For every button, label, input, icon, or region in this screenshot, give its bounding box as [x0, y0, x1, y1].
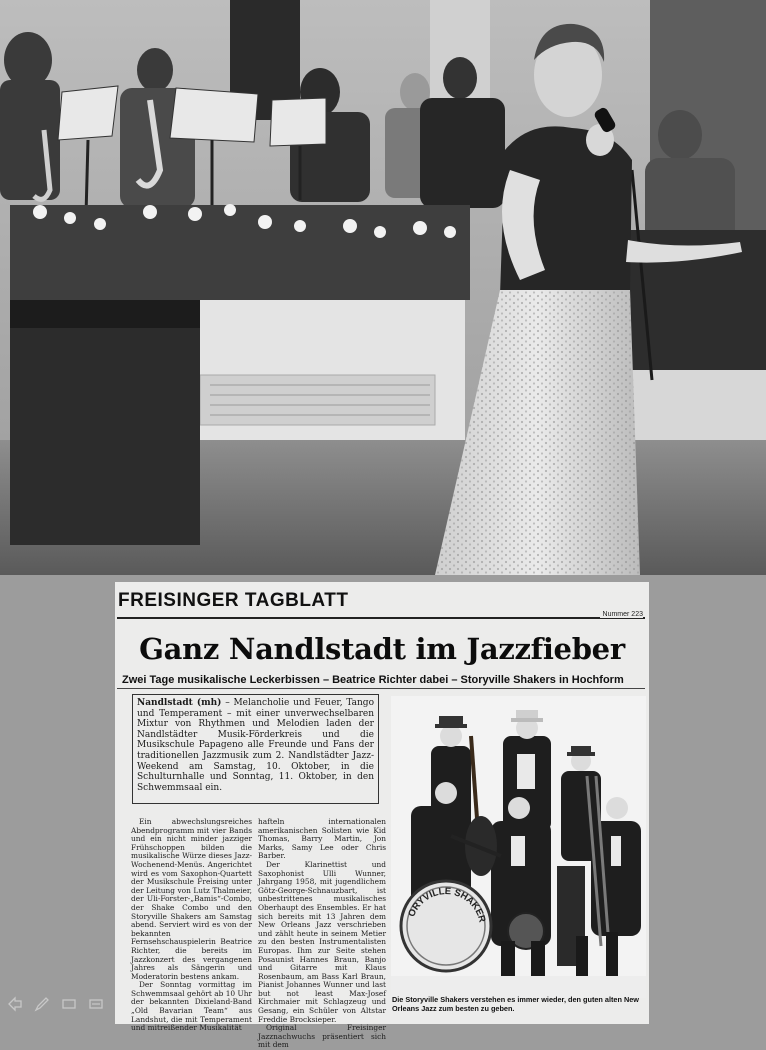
drum-lettering: ORYVILLE SHAKER	[406, 886, 488, 924]
photo-caption: Die Storyville Shakers verstehen es immer wieder, den guten alten New Orleans Jazz zum besten zu geben.	[392, 995, 639, 1013]
article-subheadline: Zwei Tage musikalische Leckerbissen – Beatrice Richter dabei – Storyville Shakers in Hochform	[122, 674, 624, 686]
subhead-rule	[117, 688, 645, 689]
column-2-paragraph-3: Original Freisinger Jazznachwuchs präsentiert sich mit dem	[258, 1023, 386, 1050]
column-1-paragraph-2: Der Sonntag vormittag im Schwemmsaal gehört ab 10 Uhr der bekannten Dixieland-Band „Old Bavarian Team“ aus Landshut, die mit Temperament und mitreißender Musikalität	[131, 980, 252, 1033]
band-photo	[391, 696, 646, 998]
lead-dateline: Nandlstadt (mh)	[137, 698, 222, 708]
lead-text: – Melancholie und Feuer, Tango und Temperament – mit einer unverwechselbaren Mixtur von Rhythmen und Melodien laden der Nandlstädter Musik-Förderkreis und die Musikschule Papageno alle Freunde und Fans der traditionellen Jazzmusik zum 2. Nandlstädter Jazz-Weekend am Samstag, 10. Oktober, in die Schulturnhalle und Sonntag, 11. Oktober, in den Schwemmsaal ein.	[137, 698, 374, 793]
masthead-rule	[117, 617, 645, 619]
article-column-1	[131, 817, 252, 1033]
column-1-paragraph-1: Ein abwechslungsreiches Abendprogramm mit vier Bands und ein nicht minder jazziger Frühschoppen bilden die musikalische Würze dieses Jazz-Wochenend-Menüs. Angerichtet wird es vom Saxophon-Quartett der Musikschule Freising unter der Leitung von Lutz Thalmeier, der Uli-Forster-„Bamis“-Combo, der Shake Combo und den Storyville Shakers am Samstag abend. Serviert wird es von der bekannten Fernsehschauspielerin Beatrice Richter, die bereits im Jazzkonzert des vergangenen Jahres als Sängerin und Moderatorin bestens ankam.	[131, 817, 252, 981]
column-2-paragraph-2: Der Klarinettist und Saxophonist Ulli Wunner, Jahrgang 1958, mit jugendlichem Götz-George-Schnauzbart, ist unbestrittenes musikalisches Oberhaupt des Ensembles. Er hat sich bereits mit 13 Jahren dem New Orleans Jazz verschrieben und zählt heute in seinem Metier zu den besten Instrumentalisten Europas. Ihm zur Seite stehen Posaunist Hannes Braun, Banjo und Gitarre mit Klaus Rosenbaum, am Bass Karl Braun, Pianist Johannes Wunner und last but not least Max-Josef Kirchmaier mit Schlagzeug und Gesang, ein Schüler von Altstar Freddie Brocksieper.	[258, 859, 386, 1024]
slideshow-icon[interactable]	[60, 995, 78, 1013]
column-2-paragraph-1: hafteln internationalen amerikanischen Solisten wie Kid Thomas, Barry Martin, Jon Marks, Samy Lee oder Chris Barber.	[258, 817, 386, 861]
viewer-toolbar	[6, 994, 105, 1014]
article-column-2	[258, 817, 386, 1050]
back-arrow-icon[interactable]	[6, 995, 24, 1013]
issue-number: Nummer 223	[600, 611, 643, 618]
newspaper-clipping	[115, 582, 649, 1050]
menu-icon[interactable]	[87, 995, 105, 1013]
pen-icon[interactable]	[33, 995, 51, 1013]
newspaper-masthead: FREISINGER TAGBLATT	[118, 590, 349, 611]
article-headline: Ganz Nandlstadt im Jazzfieber	[139, 632, 625, 666]
article-lead	[132, 694, 379, 804]
